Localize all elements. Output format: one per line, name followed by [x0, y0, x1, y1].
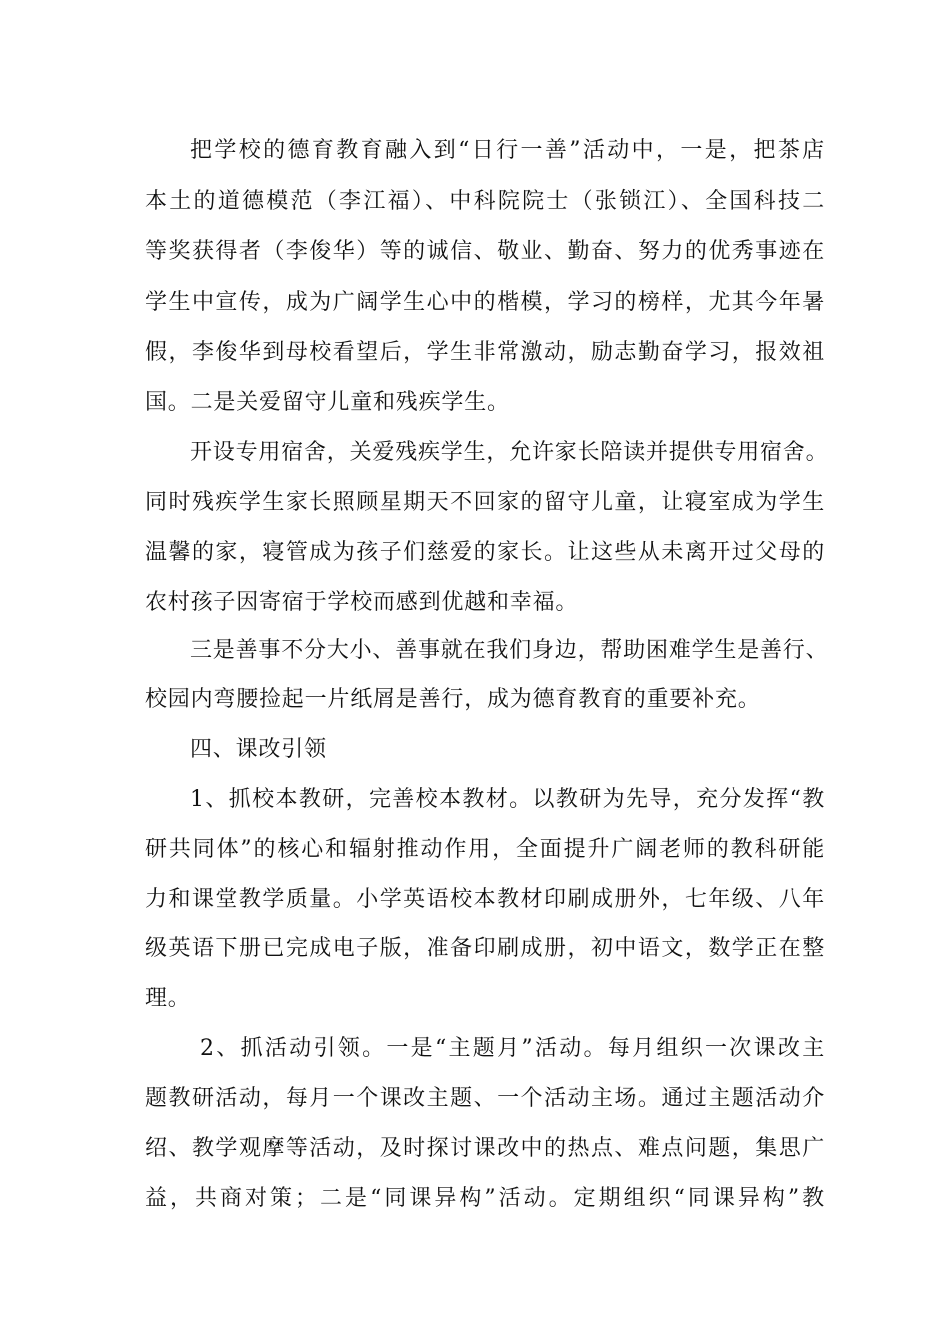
paragraph-line: 级英语下册已完成电子版，准备印刷成册，初中语文，数学正在整 — [145, 936, 825, 961]
paragraph-line: 同时残疾学生家长照顾星期天不回家的留守儿童，让寝室成为学生 — [145, 490, 825, 515]
paragraph-line: 理。 — [145, 986, 191, 1011]
paragraph-line: 国。二是关爱留守儿童和残疾学生。 — [145, 390, 510, 415]
paragraph-line: 绍、教学观摩等活动，及时探讨课改中的热点、难点问题，集思广 — [145, 1136, 825, 1161]
section-heading: 四、课改引领 — [190, 737, 327, 762]
paragraph-line: 益，共商对策；二是“同课异构”活动。定期组织“同课异构”教 — [145, 1186, 825, 1211]
paragraph-line: 农村孩子因寄宿于学校而感到优越和幸福。 — [145, 590, 579, 615]
paragraph-line: 等奖获得者（李俊华）等的诚信、敬业、勤奋、努力的优秀事迹在 — [145, 239, 825, 264]
paragraph-line: 校园内弯腰捡起一片纸屑是善行，成为德育教育的重要补充。 — [145, 687, 761, 712]
paragraph-line: 假，李俊华到母校看望后，学生非常激动，励志勤奋学习，报效祖 — [145, 340, 825, 365]
paragraph-line: 研共同体”的核心和辐射推动作用，全面提升广阔老师的教科研能 — [145, 837, 825, 862]
paragraph-line: 把学校的德育教育融入到“日行一善”活动中，一是，把茶店 — [190, 138, 825, 163]
paragraph-line: 本土的道德模范（李江福）、中科院院士（张锁江）、全国科技二 — [145, 189, 825, 214]
paragraph-line: 温馨的家，寝管成为孩子们慈爱的家长。让这些从未离开过父母的 — [145, 540, 825, 565]
paragraph-line: 2、抓活动引领。一是“主题月”活动。每月组织一次课改主 — [200, 1036, 825, 1061]
paragraph-line: 1、抓校本教研，完善校本教材。以教研为先导，充分发挥“教 — [190, 787, 825, 812]
paragraph-line: 学生中宣传，成为广阔学生心中的楷模，学习的榜样，尤其今年暑 — [145, 290, 825, 315]
paragraph-line: 题教研活动，每月一个课改主题、一个活动主场。通过主题活动介 — [145, 1086, 825, 1111]
paragraph-line: 力和课堂教学质量。小学英语校本教材印刷成册外，七年级、八年 — [145, 887, 825, 912]
paragraph-line: 开设专用宿舍，关爱残疾学生，允许家长陪读并提供专用宿舍。 — [190, 440, 829, 465]
paragraph-line: 三是善事不分大小、善事就在我们身边，帮助困难学生是善行、 — [190, 638, 829, 663]
